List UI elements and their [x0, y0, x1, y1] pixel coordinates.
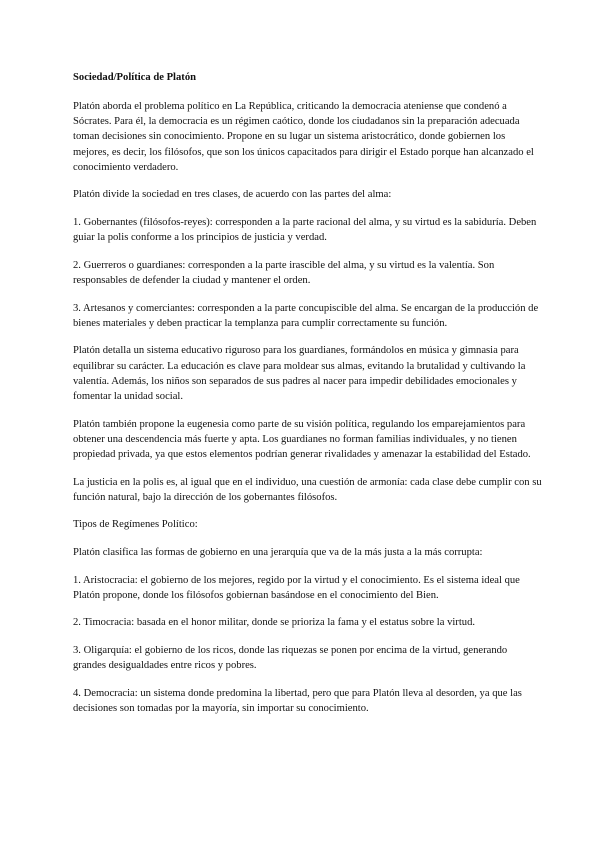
list-item-gobernantes: 1. Gobernantes (filósofos-reyes): corresponden a la parte racional del alma, y su virtud es la sabiduría. Deben guiar la polis conforme a los principios de justicia y verdad.: [73, 217, 537, 244]
list-item-aristocracia: 1. Aristocracia: el gobierno de los mejores, regido por la virtud y el conocimiento. Es el sistema ideal que Platón propone, donde los filósofos gobiernan basándose en el conocimiento del Bien.: [73, 574, 520, 601]
section-heading-regimenes: Tipos de Regímenes Político:: [73, 519, 198, 531]
paragraph-classes-intro: Platón divide la sociedad en tres clases, de acuerdo con las partes del alma:: [73, 189, 392, 201]
paragraph-jerarquia: Platón clasifica las formas de gobierno en una jerarquía que va de la más justa a la más corrupta:: [73, 546, 483, 558]
paragraph-justicia: La justicia en la polis es, al igual que en el individuo, una cuestión de armonía: cada clase debe cumplir con su función natural, bajo la dirección de los gobernantes filósofos.: [73, 476, 542, 503]
list-item-democracia: 4. Democracia: un sistema donde predomina la libertad, pero que para Platón lleva al desorden, ya que las decisiones son tomadas por la mayoría, sin importar su conocimiento.: [73, 687, 522, 714]
paragraph-intro: Platón aborda el problema político en La República, criticando la democracia ateniense que condenó a Sócrates. Para él, la democracia es un régimen caótico, donde los ciudadanos sin la preparación adecuada toman decisiones sin conocimiento. Propone en su lugar un sistema aristocrático, donde gobiernen los mejores, es decir, los filósofos, que son los únicos capacitados para dirigir el Estado porque han alcanzado el conocimiento verdadero.: [73, 101, 534, 173]
paragraph-eugenesia: Platón también propone la eugenesia como parte de su visión política, regulando los emparejamientos para obtener una descendencia más fuerte y apta. Los guardianes no forman familias individuales, y no tienen propiedad privada, ya que estos elementos podrían generar rivalidades y amenazar la estabilidad del Estado.: [73, 418, 531, 460]
list-item-timocracia: 2. Timocracia: basada en el honor militar, donde se prioriza la fama y el estatus sobre la virtud.: [73, 617, 476, 629]
list-item-artesanos: 3. Artesanos y comerciantes: corresponden a la parte concupiscible del alma. Se encargan de la producción de bienes materiales y deben practicar la templanza para cumplir correctamente su función.: [73, 302, 539, 329]
document-title: Sociedad/Política de Platón: [73, 72, 197, 83]
paragraph-educacion: Platón detalla un sistema educativo riguroso para los guardianes, formándolos en música y gimnasia para equilibrar su carácter. La educación es clave para moldear sus almas, evitando la brutalidad y cultivando la valentía. Además, los niños son separados de sus padres al nacer para impedir debilidades emocionales y fomentar la unidad social.: [73, 345, 526, 402]
list-item-guerreros: 2. Guerreros o guardianes: corresponden a la parte irascible del alma, y su virtud es la valentía. Son responsables de defender la ciudad y mantener el orden.: [73, 259, 495, 286]
list-item-oligarquia: 3. Oligarquía: el gobierno de los ricos, donde las riquezas se ponen por encima de la virtud, generando grandes desigualdades entre ricos y pobres.: [73, 644, 508, 672]
